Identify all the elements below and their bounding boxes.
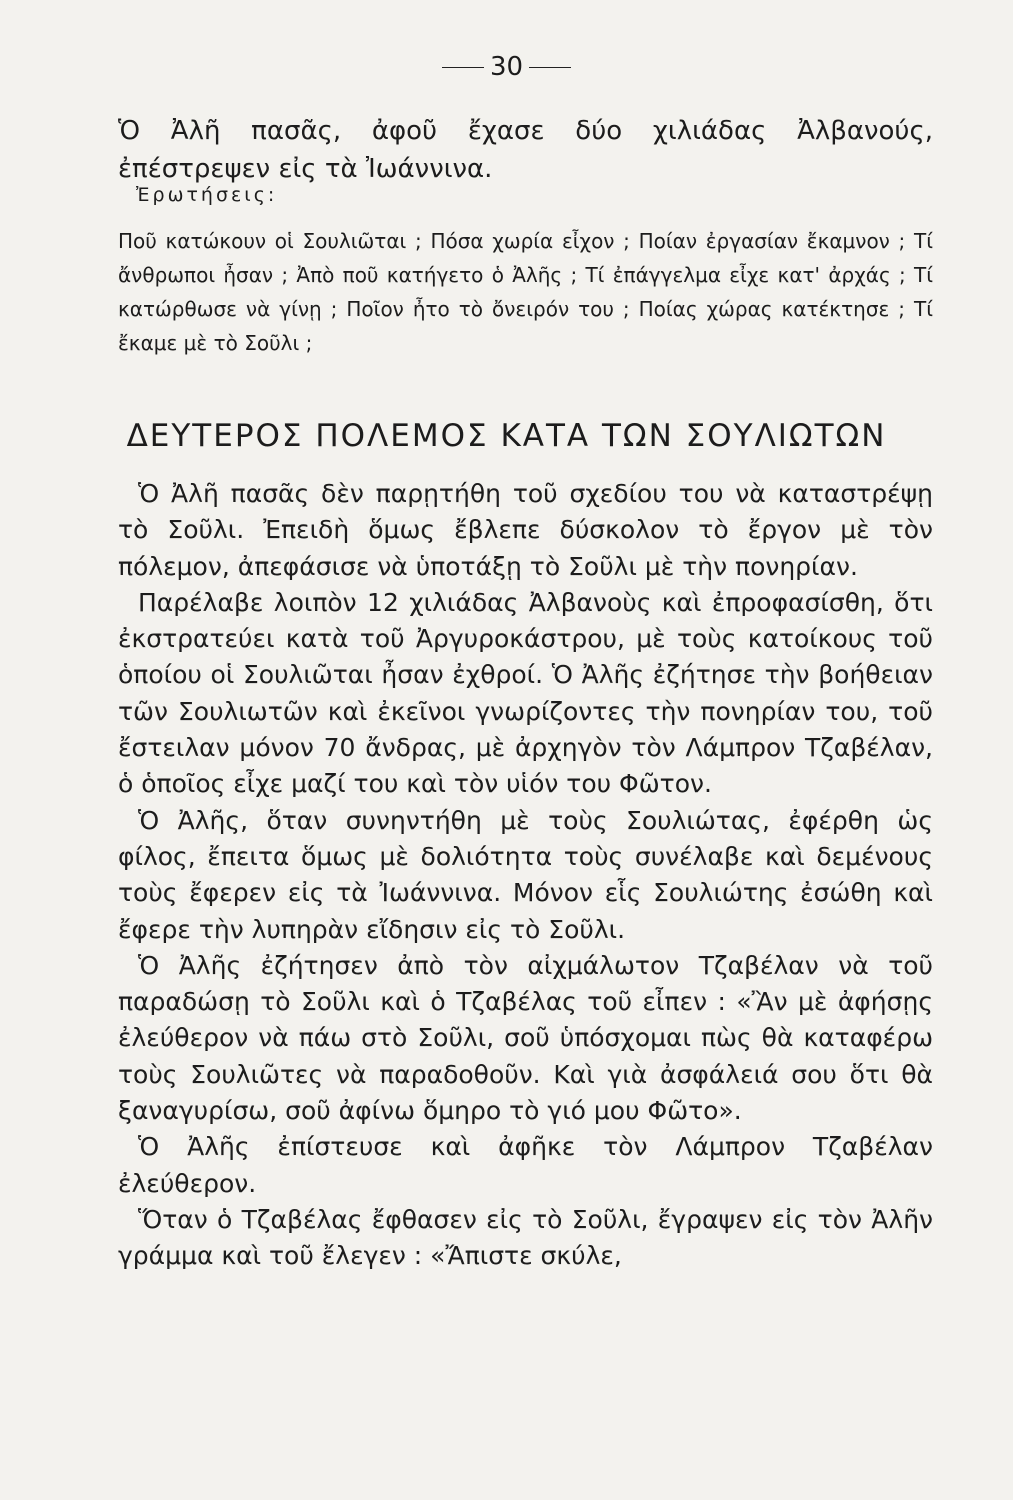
paragraph: Ὁ Ἀλῆς ἐπίστευσε καὶ ἀφῆκε τὸν Λάμπρον Τζαβέλαν ἐλεύθερον. [118, 1132, 933, 1198]
paragraph: Ὁ Ἀλῆ πασᾶς δὲν παρῃτήθη τοῦ σχεδίου του νὰ καταστρέψῃ τὸ Σοῦλι. Ἐπειδὴ ὅμως ἔβλεπε δύσκολον τὸ ἔργον μὲ τὸν πόλεμον, ἀπεφάσισε νὰ ὑποτάξῃ τὸ Σοῦλι μὲ τὴν πονηρίαν. [118, 479, 933, 581]
page-number [0, 52, 1013, 82]
questions-text: Ποῦ κατώκουν οἱ Σουλιῶται ; Πόσα χωρία εἶχον ; Ποίαν ἐργασίαν ἔκαμνον ; Τί ἄνθρωποι ἦσαν ; Ἀπὸ ποῦ κατήγετο ὁ Ἀλῆς ; Τί ἐπάγγελμα εἶχε κατ' ἀρχάς ; Τί κατώρθωσε νὰ γίνῃ ; Ποῖον ἦτο τὸ ὄνειρόν του ; Ποίας χώρας κατέκτησε ; Τί ἔκαμε μὲ τὸ Σοῦλι ; [118, 229, 933, 355]
paragraph: Ὁ Ἀλῆς, ὅταν συνηντήθη μὲ τοὺς Σουλιώτας, ἐφέρθη ὡς φίλος, ἔπειτα ὅμως μὲ δολιότητα τοὺς συνέλαβε καὶ δεμένους τοὺς ἔφερεν εἰς τὰ Ἰωάννινα. Μόνον εἷς Σουλιώτης ἐσώθη καὶ ἔφερε τὴν λυπηρὰν εἴδησιν εἰς τὸ Σοῦλι. [118, 805, 933, 944]
paragraph: Παρέλαβε λοιπὸν 12 χιλιάδας Ἀλβανοὺς καὶ ἐπροφασίσθη, ὅτι ἐκστρατεύει κατὰ τοῦ Ἀργυροκάστρου, μὲ τοὺς κατοίκους τοῦ ὁποίου οἱ Σουλιῶται ἦσαν ἐχθροί. Ὁ Ἀλῆς ἐζήτησε τὴν βοήθειαν τῶν Σουλιωτῶν καὶ ἐκεῖνοι γνωρίζοντες τὴν πονηρίαν του, τοῦ ἔστειλαν μόνον 70 ἄνδρας, μὲ ἀρχηγὸν τὸν Λάμπρον Τζαβέλαν, ὁ ὁποῖος εἶχε μαζί του καὶ τὸν υἱόν του Φῶτον. [118, 587, 933, 799]
paragraph: Ὁ Ἀλῆς ἐζήτησεν ἀπὸ τὸν αἰχμάλωτον Τζαβέλαν νὰ τοῦ παραδώσῃ τὸ Σοῦλι καὶ ὁ Τζαβέλας τοῦ εἶπεν : «Ἂν μὲ ἀφήσῃς ἐλεύθερον νὰ πάω στὸ Σοῦλι, σοῦ ὑπόσχομαι πὼς θὰ καταφέρω τοὺς Σουλιῶτες νὰ παραδοθοῦν. Καὶ γιὰ ἀσφάλειά σου ὅτι θὰ ξαναγυρίσω, σοῦ ἀφίνω ὅμηρο τὸ γιό μου Φῶτο». [118, 950, 933, 1126]
page-number-dash-left [442, 67, 484, 68]
intro-paragraph: Ὁ Ἀλῆ πασᾶς, ἀφοῦ ἔχασε δύο χιλιάδας Ἀλβανούς, ἐπέστρεψεν εἰς τὰ Ἰωάννινα. [118, 116, 933, 184]
page-number-text: 30 [489, 52, 524, 82]
section-heading: ΔΕΥΤΕΡΟΣ ΠΟΛΕΜΟΣ ΚΑΤΑ ΤΩΝ ΣΟΥΛΙΩΤΩΝ [126, 418, 887, 454]
paragraph: Ὅταν ὁ Τζαβέλας ἔφθασεν εἰς τὸ Σοῦλι, ἔγραψεν εἰς τὸν Ἀλῆν γράμμα καὶ τοῦ ἔλεγεν : «Ἄπιστε σκύλε, [118, 1204, 933, 1271]
page-number-dash-right [529, 67, 571, 68]
questions-label: Ἐρωτήσεις: [136, 184, 278, 206]
body-text [118, 476, 933, 1275]
